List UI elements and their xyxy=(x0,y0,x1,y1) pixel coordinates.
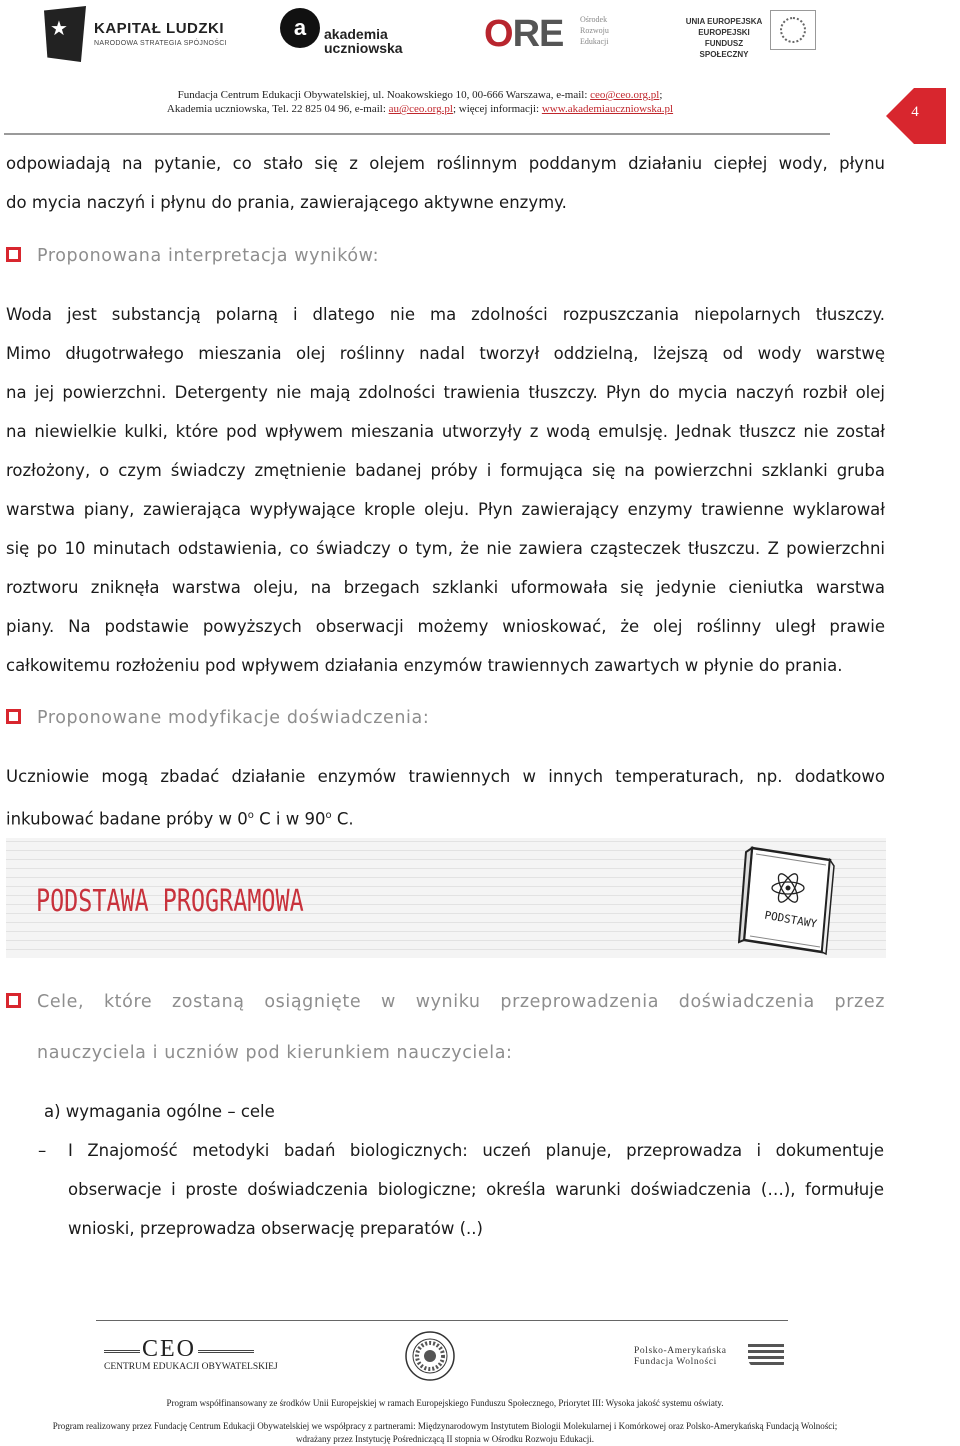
pafw-logo xyxy=(634,1344,784,1374)
contact-line1 xyxy=(0,88,840,102)
au-email-link[interactable]: au@ceo.org.pl xyxy=(388,103,453,115)
contact-line1-end: ; xyxy=(659,89,663,101)
paragraph-line: rozłożony, o czym świadczy zmętnienie badanej próby i formująca się na powierzchni szklanki gruba xyxy=(6,461,885,480)
paragraph-line: Woda jest substancją polarną i dlatego nie ma zdolności rozpuszczania niepolarnych tłuszczy. xyxy=(6,305,885,324)
section-heading-interpretation xyxy=(6,242,379,270)
akademia-uczniowska-logo xyxy=(278,8,403,60)
contact-info xyxy=(0,88,840,116)
kapital-ludzki-subtitle: NARODOWA STRATEGIA SPÓJNOŚCI xyxy=(94,40,227,47)
ue-line3: FUNDUSZ SPOŁECZNY xyxy=(699,39,749,59)
red-square-bullet-icon xyxy=(6,247,21,262)
paragraph-line: Uczniowie mogą zbadać działanie enzymów trawiennych w innych temperaturach, np. dodatkowo xyxy=(6,767,885,786)
kapital-ludzki-logo xyxy=(38,4,238,64)
institute-seal-icon xyxy=(404,1330,456,1382)
book-icon xyxy=(738,840,838,956)
paragraph-line: na niewielkie kulki, które pod wpływem mieszania utworzyły z wodą emulsję. Jednak tłuszcz nie został xyxy=(6,422,885,441)
pafw-line2: Fundacja Wolności xyxy=(634,1357,717,1367)
footer-program-line: Program realizowany przez Fundację Centrum Edukacji Obywatelskiej we współpracy z partnerami: Międzynarodowym Instytutem Biologii Molekularnej i Komórkowej oraz Polsko-Amerykańską Fundacją Wolności; xyxy=(52,1421,838,1431)
footer-funding-note: Program współfinansowany ze środków Unii Europejskiej w ramach Europejskiego Funduszu Społecznego, Priorytet III: Wysoka jakość systemu oświaty. xyxy=(166,1398,724,1408)
footer-program-note xyxy=(0,1420,890,1446)
intro-line-1: odpowiadają na pytanie, co stało się z olejem roślinnym poddanym działaniu ciepłej wody, płynu xyxy=(6,154,885,173)
banner-title: PODSTAWA PROGRAMOWA xyxy=(36,884,304,919)
ore-line1: Ośrodek xyxy=(580,15,608,24)
section-heading-text: Proponowane modyfikacje doświadczenia: xyxy=(37,708,430,728)
paragraph-line: roztworu zniknęła warstwa oleju, na brzegach szklanki uformowała się jedynie cieniutka warstwa xyxy=(6,578,885,597)
ore-line3: Edukacji xyxy=(580,37,609,46)
header-divider xyxy=(4,133,830,135)
book-label: PODSTAWY xyxy=(763,908,818,931)
akademia-line2: uczniowska xyxy=(324,40,403,56)
star-icon: ★ xyxy=(50,16,68,40)
pafw-text xyxy=(634,1346,727,1368)
temp-text-c: C. xyxy=(331,809,354,829)
list-dash: – xyxy=(38,1141,47,1160)
ore-logo xyxy=(484,10,624,58)
contact-line2-text: Akademia uczniowska, Tel. 22 825 04 96, e-mail: xyxy=(166,103,389,115)
red-square-bullet-icon xyxy=(6,709,21,724)
ue-text xyxy=(680,16,768,60)
eu-flag-icon xyxy=(770,10,816,50)
ue-line2: EUROPEJSKI xyxy=(698,28,750,37)
ceo-logo-text: CENTRUM EDUKACJI OBYWATELSKIEJ xyxy=(104,1362,278,1372)
section-heading-text: Cele, które zostaną osiągnięte w wyniku przeprowadzenia doświadczenia przez xyxy=(37,992,885,1012)
contact-line2-mid: ; więcej informacji: xyxy=(452,103,542,115)
ore-text xyxy=(580,14,609,47)
ore-mark-rest: RE xyxy=(512,13,564,55)
akademia-line1: akademia xyxy=(324,26,388,42)
header-logos xyxy=(0,0,960,70)
degree-sup: o xyxy=(247,810,254,821)
contact-line1-text: Fundacja Centrum Edukacji Obywatelskiej, ul. Noakowskiego 10, 00-666 Warszawa, e-mail: xyxy=(177,89,591,101)
pafw-flag-icon xyxy=(748,1344,784,1368)
paragraph-line: Mimo długotrwałego mieszania olej roślinny nadal tworzył oddzielną, lżejszą od wody warstwę xyxy=(6,344,885,363)
section-heading-modifications xyxy=(6,704,429,732)
ore-line2: Rozwoju xyxy=(580,26,609,35)
intro-line-2: do mycia naczyń i płynu do prania, zawierającego aktywne enzymy. xyxy=(6,193,567,212)
footer-program-line: wdrażany przez Instytucję Pośredniczącą II stopnia w Ośrodku Rozwoju Edukacji. xyxy=(296,1434,594,1444)
paragraph-line: całkowitemu rozłożeniu pod wpływem działania enzymów trawiennych zawartych w płynie do prania. xyxy=(6,656,843,675)
list-label-a: a) wymagania ogólne – cele xyxy=(44,1102,275,1121)
pafw-line1: Polsko-Amerykańska xyxy=(634,1346,727,1356)
list-item-line: obserwacje i proste doświadczenia biologiczne; określa warunki doświadczenia (…), formułuje xyxy=(68,1180,884,1199)
list-item-line: I Znajomość metodyki badań biologicznych: uczeń planuje, przeprowadza i dokumentuje xyxy=(68,1141,884,1160)
page-number: 4 xyxy=(911,104,919,120)
ceo-logo xyxy=(104,1336,278,1376)
section-heading-goals xyxy=(6,988,885,1016)
section-heading-goals-line2: nauczyciela i uczniów pod kierunkiem nauczyciela: xyxy=(37,1043,513,1063)
footer-divider xyxy=(96,1320,788,1321)
temp-text-b: C i w 90 xyxy=(253,809,326,829)
ceo-logo-mark: CEO xyxy=(142,1336,196,1362)
temp-text-a: inkubować badane próby w 0 xyxy=(6,809,248,829)
degree-sup: o xyxy=(325,810,332,821)
unia-europejska-logo xyxy=(680,10,840,59)
list-item-line: wnioski, przeprowadza obserwację preparatów (..) xyxy=(68,1219,483,1238)
kapital-ludzki-title: KAPITAŁ LUDZKI xyxy=(94,20,225,37)
podstawa-programowa-banner xyxy=(6,838,886,958)
paragraph-line: się po 10 minutach odstawienia, co świadczy o tym, że nie zawiera cząsteczek tłuszczu. Z powierzchni xyxy=(6,539,885,558)
paragraph-line-temperatures xyxy=(6,796,885,839)
paragraph-line: piany. Na podstawie powyższych obserwacji możemy wnioskować, że olej roślinny uległ prawie xyxy=(6,617,885,636)
ue-line1: UNIA EUROPEJSKA xyxy=(685,17,763,26)
ore-mark xyxy=(484,14,563,54)
akademia-mark-icon: a xyxy=(280,8,320,48)
paragraph-line: na jej powierzchni. Detergenty nie mają zdolności trawienia tłuszczy. Płyn do mycia naczyń rozbił olej xyxy=(6,383,885,402)
ceo-email-link[interactable]: ceo@ceo.org.pl xyxy=(590,89,660,101)
contact-line2 xyxy=(0,102,840,116)
ore-mark-o: O xyxy=(484,13,513,55)
website-link[interactable]: www.akademiauczniowska.pl xyxy=(541,103,674,115)
paragraph-line: warstwa piany, zawierająca wypływające krople oleju. Płyn zawierający enzymy trawienne wyklarował xyxy=(6,500,885,519)
section-heading-text: Proponowana interpretacja wyników: xyxy=(37,246,380,266)
red-square-bullet-icon xyxy=(6,993,21,1008)
